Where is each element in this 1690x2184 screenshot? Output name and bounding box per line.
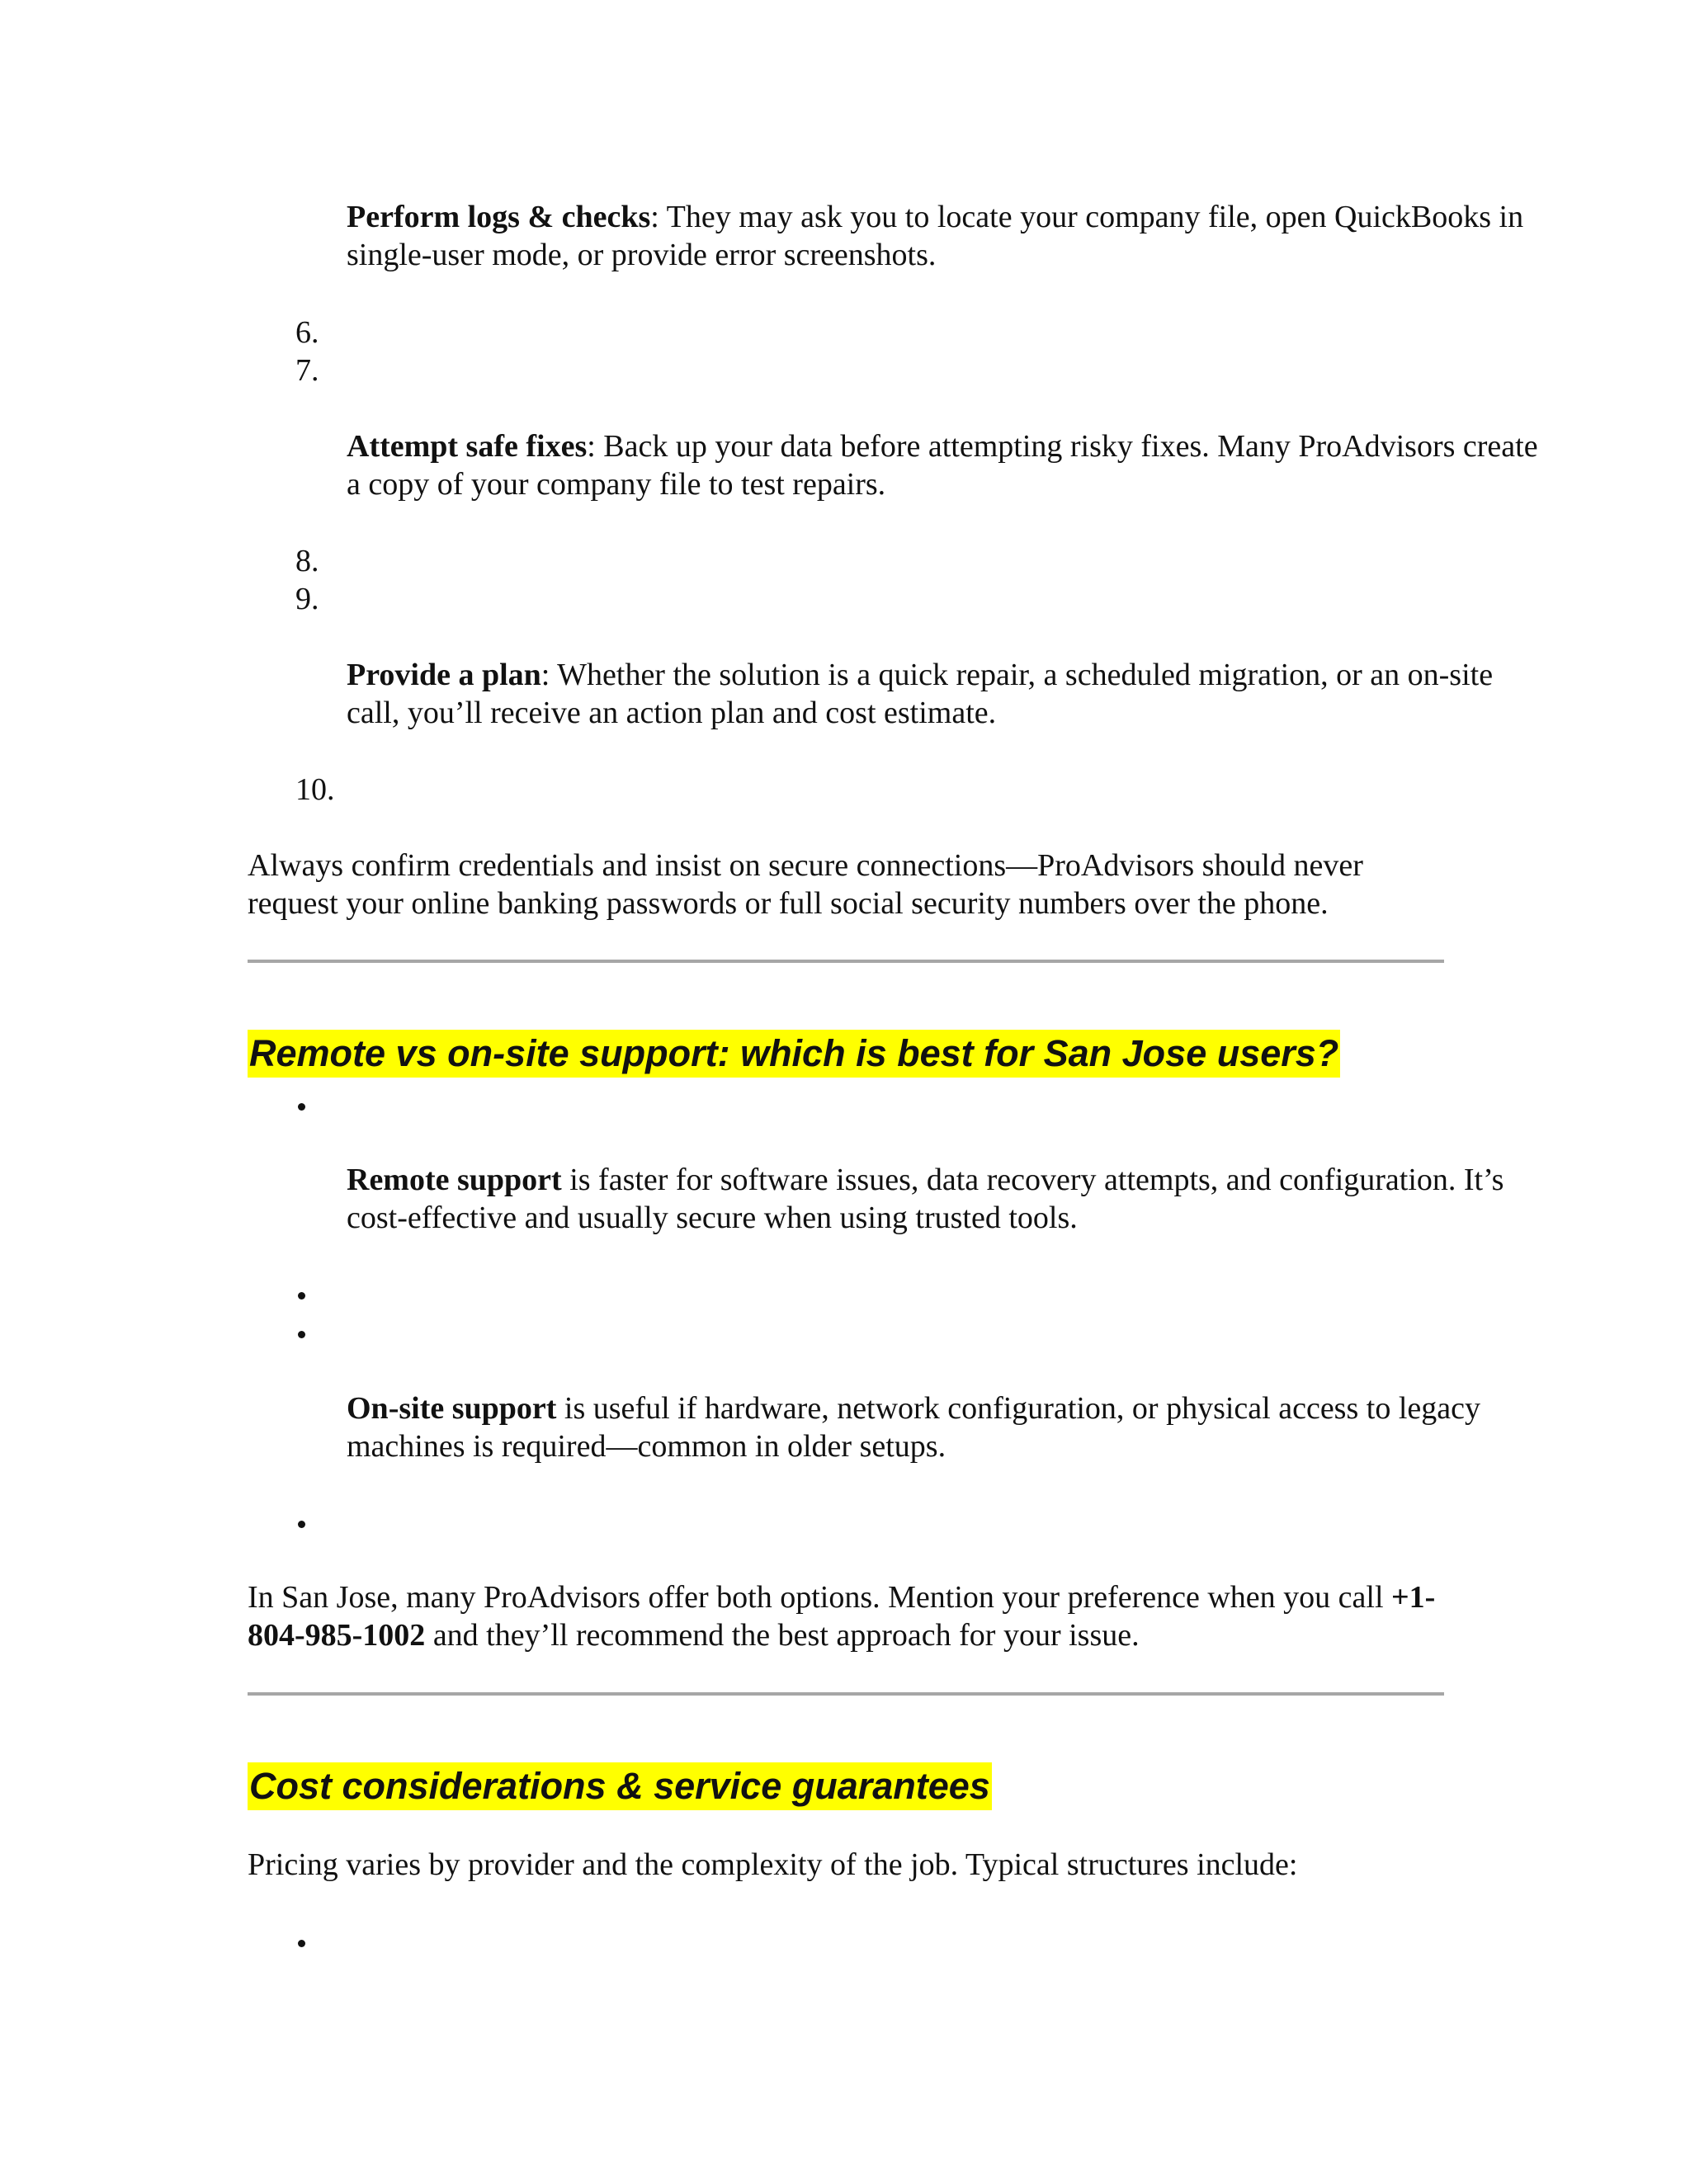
list-bullet — [298, 1521, 305, 1528]
divider — [248, 1692, 1444, 1696]
section1-closing — [248, 1578, 1461, 1654]
divider — [248, 960, 1444, 963]
section2-intro: Pricing varies by provider and the complexity of the job. Typical structures include: — [248, 1847, 1298, 1882]
remote-support-item — [347, 1161, 1551, 1237]
step-text: : Whether the solution is a quick repair, a scheduled migration, or an on-site call, you’ll receive an action plan and cost estimate. — [347, 658, 1494, 730]
list-number: 9. — [295, 582, 319, 616]
phone-number: +1-804-985-1002 — [248, 1580, 1436, 1653]
list-number: 10. — [295, 772, 335, 807]
section-heading-cost: Cost considerations & service guarantees — [248, 1762, 992, 1810]
step-perform-logs — [347, 198, 1551, 274]
closing-text: In San Jose, many ProAdvisors offer both options. Mention your preference when you call — [248, 1580, 1392, 1615]
step-attempt-fixes — [347, 427, 1551, 503]
item-text: is useful if hardware, network configuration, or physical access to legacy machines is required—common in older setups. — [347, 1391, 1480, 1464]
list-bullet — [298, 1331, 305, 1338]
item-text: is faster for software issues, data recovery attempts, and configuration. It’s cost-effective and usually secure when using trusted tools. — [347, 1163, 1504, 1235]
step-provide-plan — [347, 656, 1551, 732]
step-text: : They may ask you to locate your company file, open QuickBooks in single-user mode, or provide error screenshots. — [347, 200, 1524, 272]
list-number: 8. — [295, 544, 319, 578]
step-title: Attempt safe fixes — [347, 429, 588, 464]
list-bullet — [298, 1103, 305, 1111]
list-bullet — [298, 1940, 305, 1947]
list-number: 6. — [295, 315, 319, 350]
list-bullet — [298, 1292, 305, 1300]
step-title: Perform logs & checks — [347, 200, 651, 234]
item-title: Remote support — [347, 1163, 562, 1197]
security-note: Always confirm credentials and insist on secure connections—ProAdvisors should never request your online banking passwords or full social security numbers over the phone. — [248, 848, 1363, 921]
item-title: On-site support — [347, 1391, 557, 1426]
section-heading-remote-vs-onsite: Remote vs on-site support: which is best for San Jose users? — [248, 1030, 1340, 1078]
onsite-support-item — [347, 1389, 1551, 1465]
step-title: Provide a plan — [347, 658, 541, 692]
closing-text: and they’ll recommend the best approach for your issue. — [425, 1618, 1140, 1653]
list-number: 7. — [295, 353, 319, 388]
step-text: : Back up your data before attempting risky fixes. Many ProAdvisors create a copy of your company file to test repairs. — [347, 429, 1538, 502]
